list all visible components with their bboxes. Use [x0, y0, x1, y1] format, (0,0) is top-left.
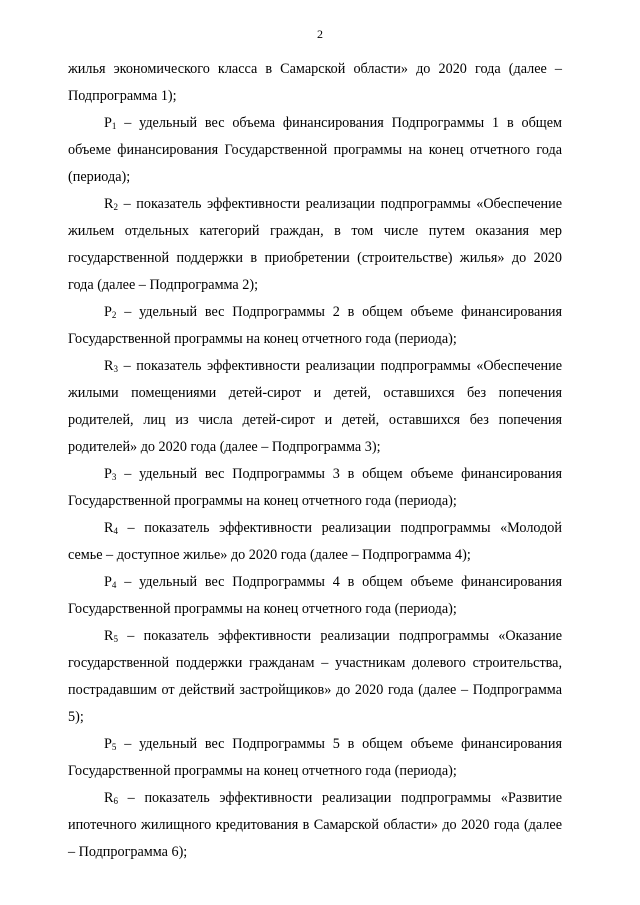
symbol-r3 — [104, 358, 118, 374]
symbol-letter: R — [104, 196, 114, 212]
symbol-p5 — [104, 736, 116, 752]
paragraph-r5 — [68, 623, 562, 731]
paragraph-r2 — [68, 191, 562, 299]
page-number: 2 — [317, 27, 323, 41]
paragraph-text: – удельный вес Подпрограммы 4 в общем объеме финансирования Государственной программы на конец отчетного года (периода); — [68, 574, 562, 617]
symbol-r5 — [104, 628, 118, 644]
symbol-subscript: 6 — [113, 796, 118, 806]
paragraph-r3 — [68, 353, 562, 461]
symbol-subscript: 3 — [111, 472, 117, 482]
paragraph-text: – удельный вес Подпрограммы 2 в общем объеме финансирования Государственной программы на конец отчетного года (периода); — [68, 304, 562, 347]
symbol-letter: R — [104, 628, 114, 644]
paragraph-text: – показатель эффективности реализации подпрограммы «Молодой семье – доступное жилье» до 2020 года (далее – Подпрограмма 4); — [68, 520, 562, 563]
symbol-letter: R — [104, 790, 114, 806]
paragraph-text: жилья экономического класса в Самарской области» до 2020 года (далее – Подпрограмма 1); — [68, 61, 562, 104]
symbol-letter: R — [104, 520, 114, 536]
symbol-subscript: 2 — [113, 202, 118, 212]
symbol-p4 — [104, 574, 116, 590]
symbol-letter: P — [104, 574, 112, 590]
symbol-p1 — [104, 115, 116, 131]
paragraph-p3 — [68, 461, 562, 515]
symbol-r6 — [104, 790, 118, 806]
paragraph-text: – удельный вес Подпрограммы 3 в общем объеме финансирования Государственной программы на конец отчетного года (периода); — [68, 466, 562, 509]
symbol-r2 — [104, 196, 118, 212]
symbol-letter: R — [104, 358, 114, 374]
paragraph-p2 — [68, 299, 562, 353]
paragraph-r6 — [68, 785, 562, 866]
symbol-letter: P — [104, 115, 112, 131]
symbol-p2 — [104, 304, 116, 320]
symbol-subscript: 5 — [111, 742, 117, 752]
symbol-letter: P — [104, 304, 112, 320]
paragraph-text: – удельный вес объема финансирования Подпрограммы 1 в общем объеме финансирования Государственной программы на конец отчетного года (периода); — [68, 115, 562, 185]
symbol-subscript: 4 — [113, 526, 118, 536]
paragraph-p5 — [68, 731, 562, 785]
symbol-letter: P — [104, 466, 112, 482]
paragraph-text: – показатель эффективности реализации подпрограммы «Развитие ипотечного жилищного кредитования в Самарской области» до 2020 года (далее – Подпрограмма 6); — [68, 790, 562, 860]
paragraph-p4 — [68, 569, 562, 623]
symbol-subscript: 5 — [113, 634, 118, 644]
paragraph-text: – удельный вес Подпрограммы 5 в общем объеме финансирования Государственной программы на конец отчетного года (периода); — [68, 736, 562, 779]
symbol-subscript: 3 — [113, 364, 118, 374]
paragraph-text: – показатель эффективности реализации подпрограммы «Обеспечение жилыми помещениями детей-сирот и детей, оставшихся без попечения родителей, лиц из числа детей-сирот и детей, оставшихся без попечения родителей» до 2020 года (далее – Подпрограмма 3); — [68, 358, 562, 455]
symbol-subscript: 4 — [111, 580, 117, 590]
symbol-subscript: 2 — [111, 310, 117, 320]
symbol-p3 — [104, 466, 116, 482]
symbol-r4 — [104, 520, 118, 536]
symbol-subscript: 1 — [111, 121, 117, 131]
paragraph-text: – показатель эффективности реализации подпрограммы «Обеспечение жильем отдельных категорий граждан, в том числе путем оказания мер государственной поддержки в приобретении (строительстве) жилья» до 2020 года (далее – Подпрограмма 2); — [68, 196, 562, 293]
paragraph-text: – показатель эффективности реализации подпрограммы «Оказание государственной поддержки гражданам – участникам долевого строительства, пострадавшим от действий застройщиков» до 2020 года (далее – Подпрограмма 5); — [68, 628, 562, 725]
paragraph-r4 — [68, 515, 562, 569]
paragraph-p1 — [68, 110, 562, 191]
document-body — [68, 56, 562, 866]
paragraph-continuation — [68, 56, 562, 110]
symbol-letter: P — [104, 736, 112, 752]
